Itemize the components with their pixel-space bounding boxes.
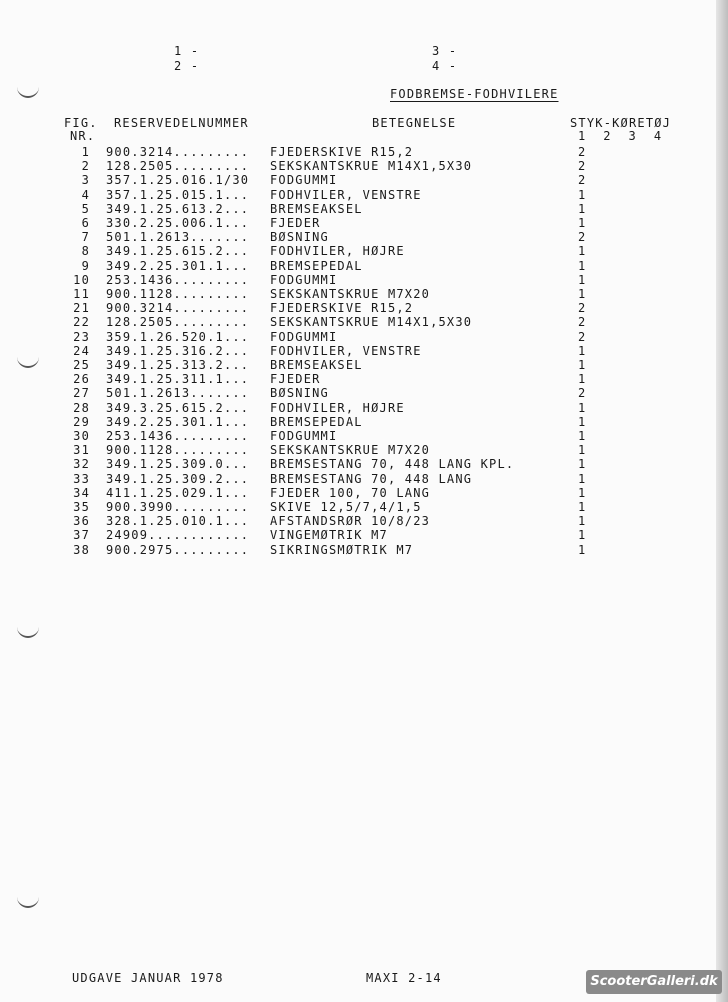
binder-hole-mark: [17, 86, 39, 98]
quantity: 1: [578, 216, 587, 230]
header-description: BETEGNELSE: [372, 116, 457, 130]
part-number: 501.1.2613.......: [106, 230, 250, 245]
quantity: 2: [578, 159, 587, 174]
part-number: 128.2505.........: [106, 159, 250, 174]
quantity: 1: [578, 272, 587, 287]
header-quantity-vehicles: 1 2 3 4: [578, 129, 663, 143]
quantity: 1: [578, 443, 587, 458]
fig-number: 24: [73, 343, 90, 358]
quantity: 1: [578, 187, 587, 202]
fig-number: 4: [81, 187, 90, 202]
fig-number: 26: [73, 372, 90, 387]
quantity: 2: [578, 173, 587, 188]
fig-number: 1: [81, 145, 90, 159]
quantity: 1: [578, 258, 587, 273]
table-row: [0, 145, 716, 159]
quantity: 1: [578, 542, 587, 557]
part-number: 349.1.25.309.2...: [106, 471, 250, 486]
table-row: [0, 486, 716, 500]
fig-number: 28: [73, 400, 90, 415]
table-row: [0, 543, 716, 557]
part-number: 900.2975.........: [106, 542, 250, 557]
description: SEKSKANTSKRUE M7X20: [270, 443, 431, 458]
fig-number: 23: [73, 329, 90, 344]
quantity: 1: [578, 485, 587, 500]
part-number: 349.1.25.613.2...: [106, 201, 250, 216]
table-row: [0, 273, 716, 287]
table-row: [0, 472, 716, 486]
description: BREMSEAKSEL: [270, 201, 363, 216]
table-row: [0, 358, 716, 372]
description: VINGEMØTRIK M7: [270, 528, 388, 543]
table-row: [0, 415, 716, 429]
part-number: 357.1.25.015.1...: [106, 187, 250, 202]
part-number: 357.1.25.016.1/30: [106, 173, 250, 188]
quantity: 1: [578, 244, 587, 259]
quantity: 1: [578, 528, 587, 543]
part-number: 24909............: [106, 528, 250, 543]
binder-hole-mark: [17, 896, 39, 908]
part-number: 330.2.25.006.1...: [106, 216, 250, 230]
part-number: 411.1.25.029.1...: [106, 485, 250, 500]
fig-number: 6: [81, 216, 90, 230]
description: BREMSEPEDAL: [270, 258, 363, 273]
table-row: [0, 202, 716, 216]
quantity: 1: [578, 400, 587, 415]
quantity: 1: [578, 457, 587, 472]
description: FJEDERSKIVE R15,2: [270, 145, 414, 159]
column-index-3: 3 -: [432, 44, 458, 58]
fig-number: 3: [81, 173, 90, 188]
description: AFSTANDSRØR 10/8/23: [270, 514, 431, 529]
table-row: [0, 401, 716, 415]
part-number: 349.1.25.311.1...: [106, 372, 250, 387]
quantity: 2: [578, 230, 587, 245]
description: FODGUMMI: [270, 272, 338, 287]
table-row: [0, 443, 716, 457]
part-number: 900.3990.........: [106, 500, 250, 514]
part-number: 900.1128.........: [106, 287, 250, 301]
table-row: [0, 500, 716, 514]
part-number: 900.1128.........: [106, 443, 250, 458]
table-row: [0, 528, 716, 542]
description: FODGUMMI: [270, 429, 338, 443]
description: FODHVILER, VENSTRE: [270, 343, 422, 358]
table-row: [0, 372, 716, 386]
part-number: 900.3214.........: [106, 301, 250, 316]
column-index-1: 1 -: [174, 44, 200, 58]
table-row: [0, 429, 716, 443]
fig-number: 33: [73, 471, 90, 486]
quantity: 2: [578, 386, 587, 401]
quantity: 2: [578, 301, 587, 316]
binder-hole-mark: [17, 626, 39, 638]
column-index-2: 2 -: [174, 59, 200, 73]
part-number: 328.1.25.010.1...: [106, 514, 250, 529]
description: FODHVILER, HØJRE: [270, 244, 405, 259]
quantity: 1: [578, 514, 587, 529]
table-row: [0, 259, 716, 273]
footer-page-number: MAXI 2-14: [366, 971, 442, 985]
quantity: 2: [578, 329, 587, 344]
header-part-number: RESERVEDELNUMMER: [114, 116, 249, 130]
quantity: 2: [578, 145, 587, 159]
quantity: 1: [578, 372, 587, 387]
column-index-4: 4 -: [432, 59, 458, 73]
description: FODGUMMI: [270, 329, 338, 344]
header-fig: FIG.: [64, 116, 98, 130]
footer-edition: UDGAVE JANUAR 1978: [72, 971, 224, 985]
fig-number: 31: [73, 443, 90, 458]
part-number: 349.2.25.301.1...: [106, 258, 250, 273]
table-row: [0, 159, 716, 173]
description: SIKRINGSMØTRIK M7: [270, 542, 414, 557]
fig-number: 30: [73, 429, 90, 443]
quantity: 1: [578, 287, 587, 301]
description: BREMSESTANG 70, 448 LANG KPL.: [270, 457, 515, 472]
table-row: [0, 301, 716, 315]
quantity: 1: [578, 500, 587, 514]
description: FODHVILER, VENSTRE: [270, 187, 422, 202]
table-row: [0, 244, 716, 258]
watermark-logo: ScooterGalleri.dk: [586, 970, 722, 994]
description: BREMSEAKSEL: [270, 358, 363, 372]
description: SKIVE 12,5/7,4/1,5: [270, 500, 422, 514]
fig-number: 35: [73, 500, 90, 514]
quantity: 2: [578, 315, 587, 330]
part-number: 349.1.25.309.0...: [106, 457, 250, 472]
fig-number: 9: [81, 258, 90, 273]
part-number: 253.1436.........: [106, 429, 250, 443]
table-row: [0, 386, 716, 400]
fig-number: 25: [73, 358, 90, 372]
fig-number: 5: [81, 201, 90, 216]
description: BREMSESTANG 70, 448 LANG: [270, 471, 473, 486]
quantity: 1: [578, 343, 587, 358]
description: FJEDERSKIVE R15,2: [270, 301, 414, 316]
fig-number: 10: [73, 272, 90, 287]
fig-number: 32: [73, 457, 90, 472]
quantity: 1: [578, 201, 587, 216]
quantity: 1: [578, 414, 587, 429]
table-row: [0, 216, 716, 230]
description: FJEDER: [270, 216, 321, 230]
table-row: [0, 230, 716, 244]
header-quantity: STYK-KØRETØJ: [570, 116, 672, 130]
fig-number: 2: [81, 159, 90, 174]
description: FJEDER: [270, 372, 321, 387]
part-number: 349.1.25.316.2...: [106, 343, 250, 358]
table-row: [0, 173, 716, 187]
table-row: [0, 457, 716, 471]
fig-number: 27: [73, 386, 90, 401]
part-number: 128.2505.........: [106, 315, 250, 330]
quantity: 1: [578, 358, 587, 372]
part-number: 501.1.2613.......: [106, 386, 250, 401]
table-row: [0, 330, 716, 344]
part-number: 349.1.25.313.2...: [106, 358, 250, 372]
page-edge: [716, 0, 728, 1002]
fig-number: 7: [81, 230, 90, 245]
description: SEKSKANTSKRUE M14X1,5X30: [270, 315, 473, 330]
table-row: [0, 514, 716, 528]
description: FODGUMMI: [270, 173, 338, 188]
part-number: 349.3.25.615.2...: [106, 400, 250, 415]
table-row: [0, 188, 716, 202]
description: BØSNING: [270, 230, 329, 245]
quantity: 1: [578, 429, 587, 443]
part-number: 253.1436.........: [106, 272, 250, 287]
fig-number: 37: [73, 528, 90, 543]
fig-number: 34: [73, 485, 90, 500]
description: BØSNING: [270, 386, 329, 401]
table-row: [0, 287, 716, 301]
description: FJEDER 100, 70 LANG: [270, 485, 431, 500]
fig-number: 38: [73, 542, 90, 557]
fig-number: 36: [73, 514, 90, 529]
part-number: 359.1.26.520.1...: [106, 329, 250, 344]
part-number: 900.3214.........: [106, 145, 250, 159]
part-number: 349.1.25.615.2...: [106, 244, 250, 259]
fig-number: 21: [73, 301, 90, 316]
description: BREMSEPEDAL: [270, 414, 363, 429]
description: FODHVILER, HØJRE: [270, 400, 405, 415]
fig-number: 11: [73, 287, 90, 301]
table-row: [0, 315, 716, 329]
description: SEKSKANTSKRUE M14X1,5X30: [270, 159, 473, 174]
fig-number: 8: [81, 244, 90, 259]
page-title: FODBREMSE-FODHVILERE: [390, 87, 559, 101]
quantity: 1: [578, 471, 587, 486]
fig-number: 29: [73, 414, 90, 429]
fig-number: 22: [73, 315, 90, 330]
description: SEKSKANTSKRUE M7X20: [270, 287, 431, 301]
table-row: [0, 344, 716, 358]
header-nr: NR.: [70, 129, 96, 143]
part-number: 349.2.25.301.1...: [106, 414, 250, 429]
